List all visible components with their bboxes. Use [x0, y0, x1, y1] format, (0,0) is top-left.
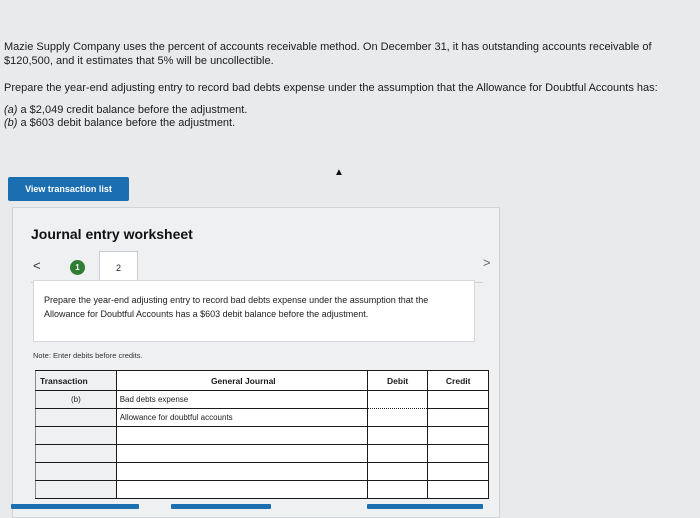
- problem-instruction: Prepare the year-end adjusting entry to record bad debts expense under the assumption that the Allowance for Doubtful Accounts has:: [4, 82, 658, 94]
- tab-step-2[interactable]: 2: [99, 251, 138, 283]
- account-select[interactable]: [116, 427, 367, 445]
- part-a-letter: (a): [4, 104, 18, 116]
- problem-intro: Mazie Supply Company uses the percent of accounts receivable method. On December 31, it has outstanding accounts receivable of $120,500, and it estimates that 5% will be uncollectible.: [4, 41, 652, 67]
- transaction-cell: [36, 445, 117, 463]
- part-b-letter: (b): [4, 117, 18, 129]
- step-1-badge[interactable]: 1: [70, 260, 85, 275]
- debit-input[interactable]: [367, 463, 428, 481]
- part-a: [4, 104, 694, 117]
- transaction-cell: [36, 463, 117, 481]
- debit-input[interactable]: [367, 445, 428, 463]
- table-row: [36, 481, 489, 499]
- table-row: [36, 391, 489, 409]
- account-select[interactable]: [116, 445, 367, 463]
- credit-input[interactable]: [428, 391, 489, 409]
- credit-input[interactable]: [428, 445, 489, 463]
- part-b-text: a $603 debit balance before the adjustment.: [17, 117, 236, 129]
- journal-entry-worksheet: [12, 207, 500, 518]
- credit-input[interactable]: [428, 427, 489, 445]
- part-b: [4, 117, 694, 130]
- journal-table: [35, 370, 489, 499]
- account-select[interactable]: Allowance for doubtful accounts: [116, 409, 367, 427]
- table-row: [36, 409, 489, 427]
- credit-input[interactable]: [428, 463, 489, 481]
- debit-input[interactable]: [367, 427, 428, 445]
- debit-input[interactable]: [367, 409, 428, 427]
- transaction-cell: [36, 427, 117, 445]
- header-general-journal: General Journal: [116, 371, 367, 391]
- part-a-text: a $2,049 credit balance before the adjustment.: [17, 104, 248, 116]
- header-transaction: Transaction: [36, 371, 117, 391]
- account-select[interactable]: [116, 481, 367, 499]
- view-transaction-list-button[interactable]: View transaction list: [8, 177, 129, 201]
- credit-input[interactable]: [428, 481, 489, 499]
- problem-statement: [4, 40, 694, 130]
- worksheet-prompt: Prepare the year-end adjusting entry to record bad debts expense under the assumption that the Allowance for Doubtful Accounts has a $603 debit balance before the adjustment.: [33, 280, 475, 342]
- account-select[interactable]: [116, 463, 367, 481]
- problem-parts: [4, 104, 694, 130]
- view-general-journal-button[interactable]: [367, 504, 483, 509]
- prev-arrow-icon[interactable]: <: [33, 258, 41, 273]
- next-arrow-icon[interactable]: >: [483, 255, 491, 270]
- header-debit: Debit: [367, 371, 428, 391]
- header-credit: Credit: [428, 371, 489, 391]
- debit-input[interactable]: [367, 391, 428, 409]
- mouse-cursor-icon: ▲: [334, 167, 344, 178]
- credit-input[interactable]: [428, 409, 489, 427]
- debit-input[interactable]: [367, 481, 428, 499]
- journal-table-header: [36, 371, 489, 391]
- table-row: [36, 445, 489, 463]
- transaction-cell: [36, 481, 117, 499]
- worksheet-title: Journal entry worksheet: [31, 226, 193, 242]
- record-entry-button[interactable]: [11, 504, 139, 509]
- table-row: [36, 463, 489, 481]
- worksheet-note: Note: Enter debits before credits.: [33, 351, 143, 360]
- transaction-cell: (b): [36, 391, 117, 409]
- clear-entry-button[interactable]: [171, 504, 271, 509]
- transaction-cell: [36, 409, 117, 427]
- account-select[interactable]: Bad debts expense: [116, 391, 367, 409]
- table-row: [36, 427, 489, 445]
